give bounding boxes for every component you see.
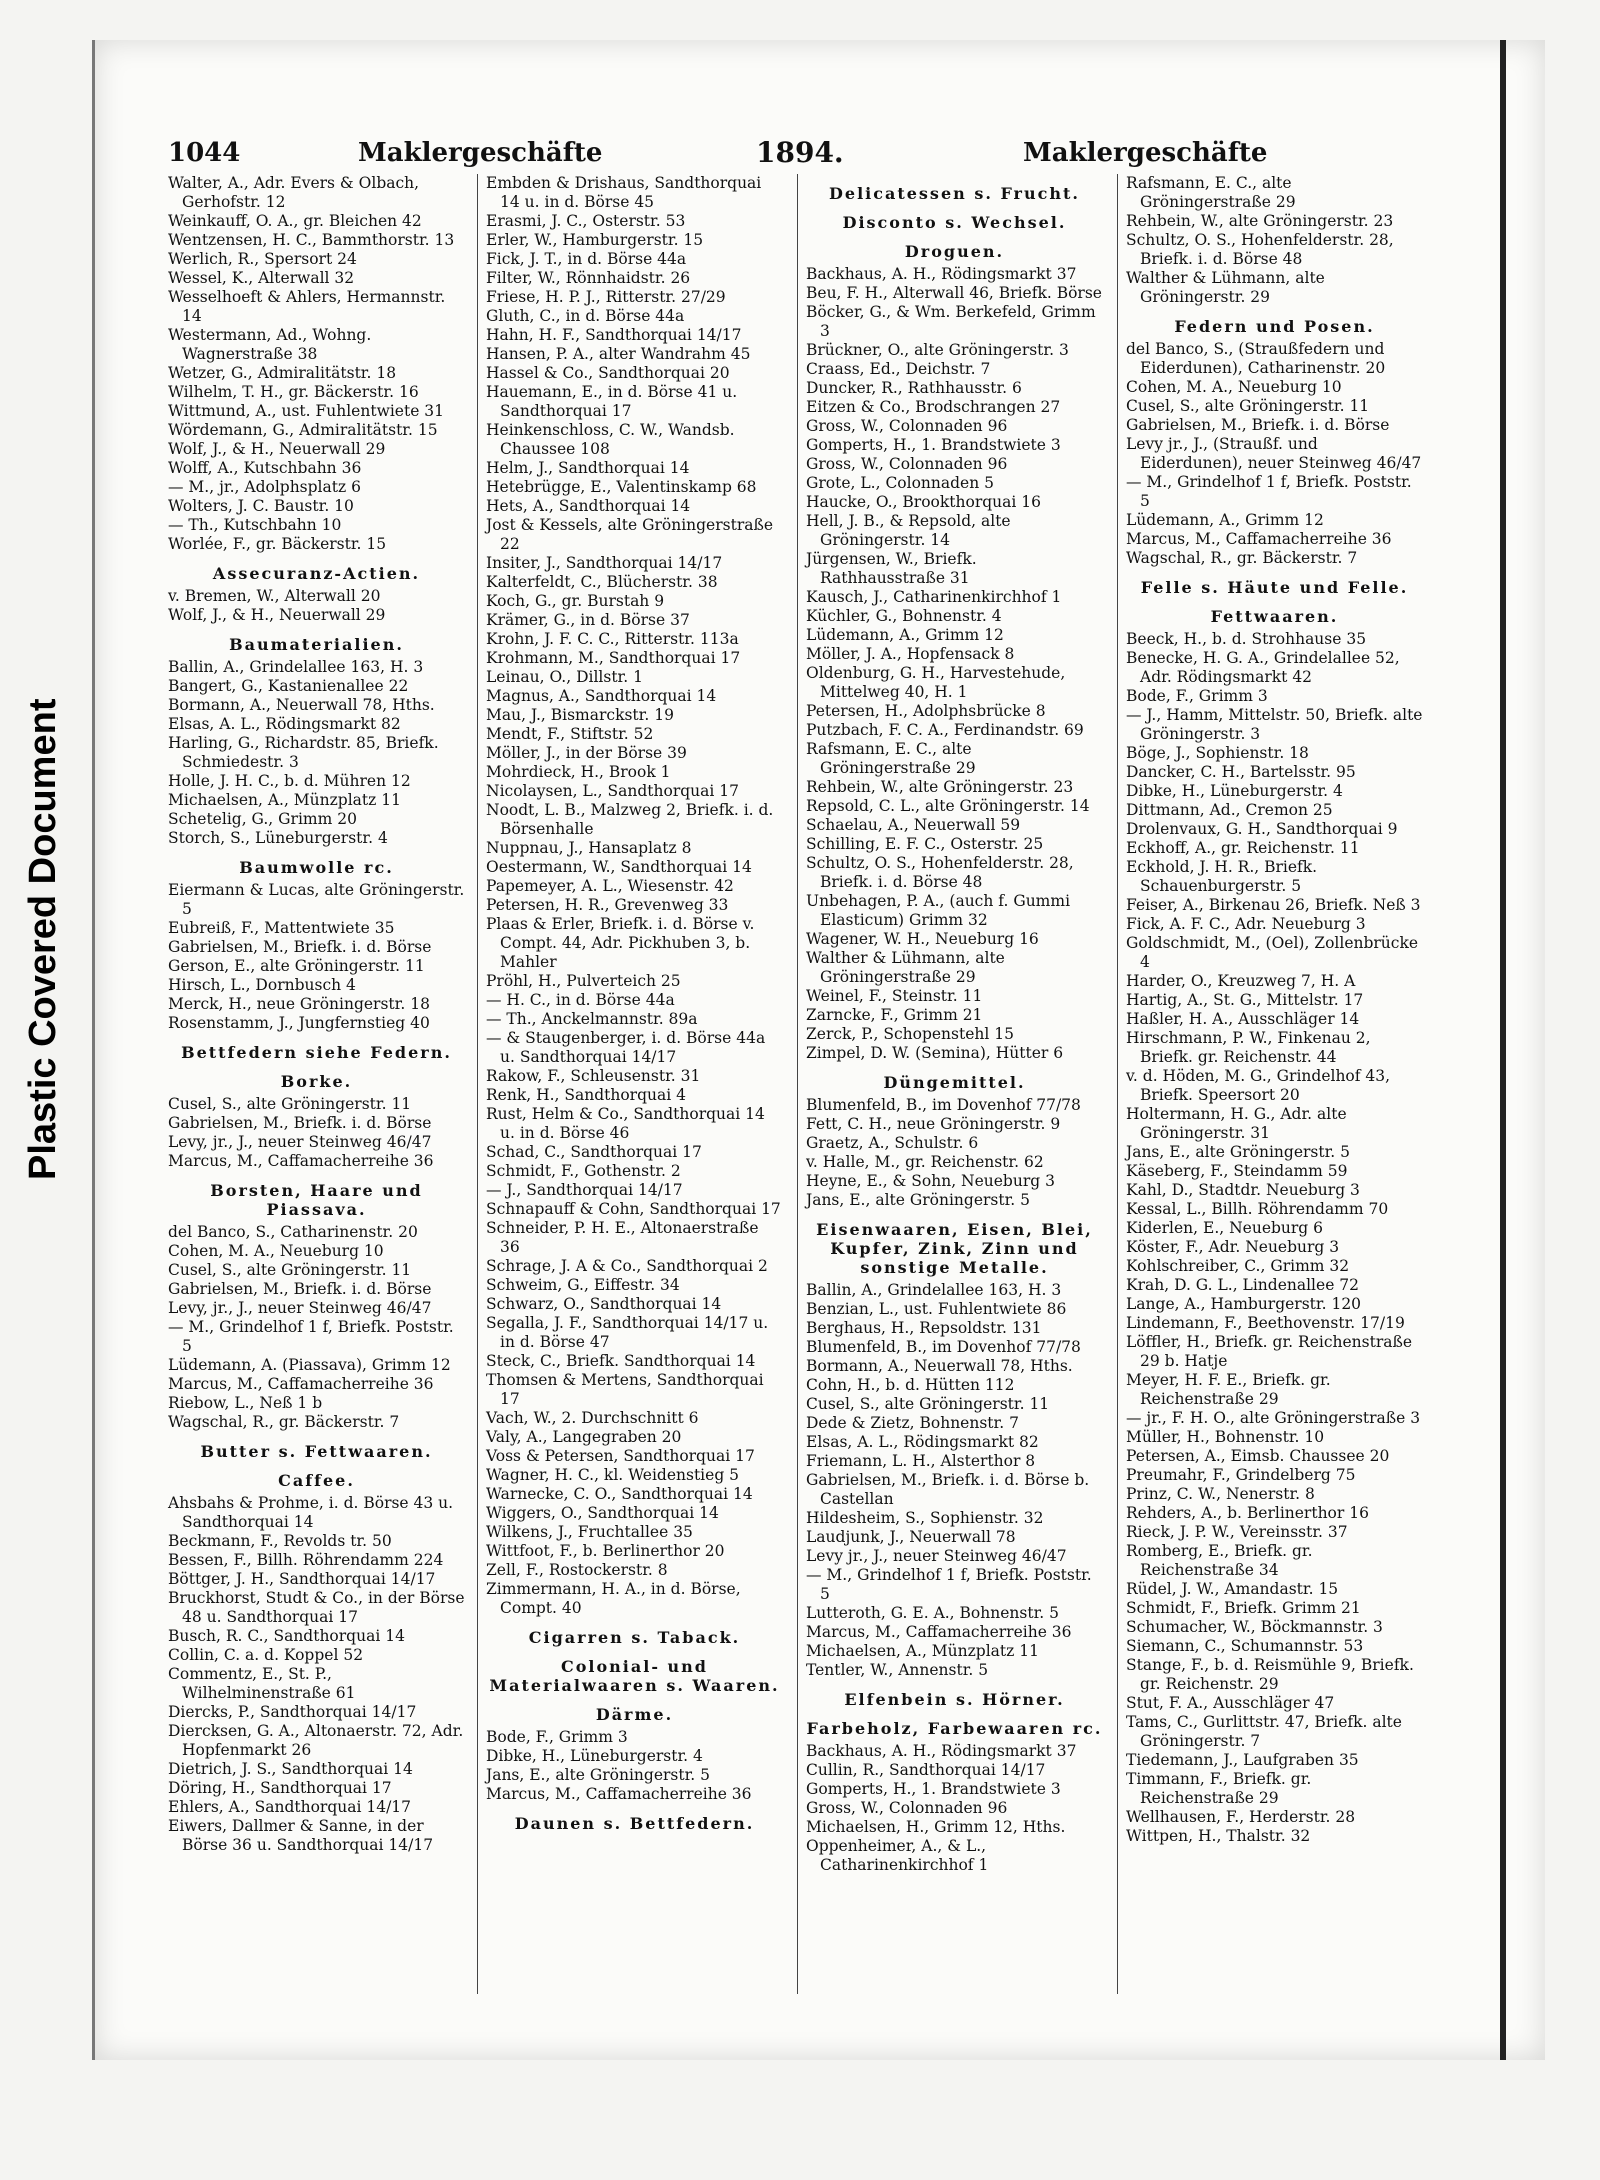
directory-entry: Graetz, A., Schulstr. 6	[806, 1134, 979, 1152]
directory-entry: — M., Grindelhof 1 f, Briefk. Poststr. 5	[168, 1318, 454, 1355]
section-heading: Assecuranz-Actien.	[212, 564, 421, 583]
directory-entry: — & Staugenberger, i. d. Börse 44a u. Sandthorquai 14/17	[486, 1029, 766, 1066]
page-header	[168, 132, 1423, 172]
directory-entry: del Banco, S., Catharinenstr. 20	[168, 1223, 418, 1241]
directory-entry: Wetzer, G., Admiralitätstr. 18	[168, 364, 397, 382]
directory-entry: Cullin, R., Sandthorquai 14/17	[806, 1761, 1046, 1779]
section-heading: Delicatessen s. Frucht.	[829, 184, 1080, 203]
directory-entry: Warnecke, C. O., Sandthorquai 14	[486, 1485, 753, 1503]
section-heading: Federn und Posen.	[1174, 317, 1375, 336]
column-rule	[477, 174, 478, 1994]
directory-entry: Ballin, A., Grindelallee 163, H. 3	[168, 658, 424, 676]
directory-entry: Böcker, G., & Wm. Berkefeld, Grimm 3	[806, 303, 1096, 340]
directory-entry: Hets, A., Sandthorquai 14	[486, 497, 691, 515]
directory-entry: Wellhausen, F., Herderstr. 28	[1126, 1808, 1356, 1826]
directory-entry: Ahsbahs & Prohme, i. d. Börse 43 u. Sandthorquai 14	[168, 1494, 454, 1531]
directory-entry: Rehders, A., b. Berlinerthor 16	[1126, 1504, 1369, 1522]
directory-entry: Schilling, E. F. C., Osterstr. 25	[806, 835, 1044, 853]
directory-entry: Schad, C., Sandthorquai 17	[486, 1143, 702, 1161]
directory-entry: v. Bremen, W., Alterwall 20	[168, 587, 381, 605]
section-heading: Felle s. Häute und Felle.	[1140, 578, 1409, 597]
directory-entry: Löffler, H., Briefk. gr. Reichenstraße 29 b. Hatje	[1126, 1333, 1413, 1370]
directory-entry: Krohn, J. F. C. C., Ritterstr. 113a	[486, 630, 739, 648]
directory-entry: Collin, C. a. d. Koppel 52	[168, 1646, 364, 1664]
directory-entry: Michaelsen, A., Münzplatz 11	[806, 1642, 1039, 1660]
directory-entry: Krohmann, M., Sandthorquai 17	[486, 649, 741, 667]
section-heading: Därme.	[595, 1705, 674, 1724]
directory-entry: Beu, F. H., Alterwall 46, Briefk. Börse	[806, 284, 1102, 302]
directory-entry: Wolf, J., & H., Neuerwall 29	[168, 606, 386, 624]
directory-entry: Putzbach, F. C. A., Ferdinandstr. 69	[806, 721, 1084, 739]
directory-entry: Schaelau, A., Neuerwall 59	[806, 816, 1021, 834]
directory-entry: Magnus, A., Sandthorquai 14	[486, 687, 717, 705]
directory-entry: Ballin, A., Grindelallee 163, H. 3	[806, 1281, 1062, 1299]
directory-entry: Gabrielsen, M., Briefk. i. d. Börse b. Castellan	[806, 1471, 1090, 1508]
directory-entry: Jost & Kessels, alte Gröningerstraße 22	[486, 516, 773, 553]
directory-entry: Tiedemann, J., Laufgraben 35	[1126, 1751, 1359, 1769]
directory-entry: Gerson, E., alte Gröningerstr. 11	[168, 957, 425, 975]
directory-entry: Döring, H., Sandthorquai 17	[168, 1779, 392, 1797]
directory-entry: Böttger, J. H., Sandthorquai 14/17	[168, 1570, 436, 1588]
directory-entry: Mau, J., Bismarckstr. 19	[486, 706, 674, 724]
section-heading: Eisenwaaren, Eisen, Blei, Kupfer, Zink, Zinn und sonstige Metalle.	[816, 1220, 1093, 1277]
page-year: 1894.	[756, 136, 844, 169]
directory-entry: Weinel, F., Steinstr. 11	[806, 987, 983, 1005]
directory-entry: Wördemann, G., Admiralitätstr. 15	[168, 421, 438, 439]
directory-entry: Eubreiß, F., Mattentwiete 35	[168, 919, 395, 937]
directory-entry: Petersen, A., Eimsb. Chaussee 20	[1126, 1447, 1390, 1465]
directory-entry: Levy jr., J., (Straußf. und Eiderdunen), neuer Steinweg 46/47	[1126, 435, 1422, 472]
section-heading: Farbeholz, Farbewaaren rc.	[806, 1719, 1103, 1738]
directory-entry: Nuppnau, J., Hansaplatz 8	[486, 839, 692, 857]
section-heading: Daunen s. Bettfedern.	[514, 1814, 755, 1833]
directory-entry: Voss & Petersen, Sandthorquai 17	[486, 1447, 755, 1465]
directory-entry: Marcus, M., Caffamacherreihe 36	[1126, 530, 1392, 548]
directory-entry: Leinau, O., Dillstr. 1	[486, 668, 643, 686]
section-heading: Caffee.	[278, 1471, 355, 1490]
directory-entry: Goldschmidt, M., (Oel), Zollenbrücke 4	[1126, 934, 1419, 971]
directory-entry: Wolff, A., Kutschbahn 36	[168, 459, 362, 477]
directory-entry: Bormann, A., Neuerwall 78, Hths.	[168, 696, 435, 714]
section-heading: Baumaterialien.	[229, 635, 404, 654]
directory-entry: Hetebrügge, E., Valentinskamp 68	[486, 478, 757, 496]
directory-entry: del Banco, S., (Straußfedern und Eiderdunen), Catharinenstr. 20	[1126, 340, 1386, 377]
directory-entry: Zimmermann, H. A., in d. Börse, Compt. 40	[486, 1580, 741, 1617]
directory-entry: Plaas & Erler, Briefk. i. d. Börse v. Compt. 44, Adr. Pickhuben 3, b. Mahler	[486, 915, 755, 971]
directory-entry: Backhaus, A. H., Rödingsmarkt 37	[806, 1742, 1077, 1760]
directory-entry: Hahn, H. F., Sandthorquai 14/17	[486, 326, 742, 344]
column-1	[168, 174, 465, 1855]
directory-entry: Marcus, M., Caffamacherreihe 36	[168, 1152, 434, 1170]
directory-entry: Friemann, L. H., Alsterthor 8	[806, 1452, 1036, 1470]
directory-entry: Wittmund, A., ust. Fuhlentwiete 31	[168, 402, 445, 420]
directory-entry: Blumenfeld, B., im Dovenhof 77/78	[806, 1096, 1081, 1114]
directory-entry: Krah, D. G. L., Lindenallee 72	[1126, 1276, 1360, 1294]
directory-entry: Koch, G., gr. Burstah 9	[486, 592, 665, 610]
directory-entry: Hirsch, L., Dornbusch 4	[168, 976, 356, 994]
directory-entry: Wilhelm, T. H., gr. Bäckerstr. 16	[168, 383, 419, 401]
directory-entry: Wagener, W. H., Neueburg 16	[806, 930, 1039, 948]
section-heading: Fettwaaren.	[1210, 607, 1339, 626]
directory-entry: Pröhl, H., Pulverteich 25	[486, 972, 681, 990]
directory-entry: Lutteroth, G. E. A., Bohnenstr. 5	[806, 1604, 1059, 1622]
directory-entry: Gross, W., Colonnaden 96	[806, 1799, 1008, 1817]
directory-entry: Hirschmann, P. W., Finkenau 2, Briefk. gr. Reichenstr. 44	[1126, 1029, 1371, 1066]
directory-entry: Marcus, M., Caffamacherreihe 36	[806, 1623, 1072, 1641]
directory-entry: Michaelsen, H., Grimm 12, Hths.	[806, 1818, 1066, 1836]
directory-entry: Gross, W., Colonnaden 96	[806, 455, 1008, 473]
directory-entry: Möller, J. A., Hopfensack 8	[806, 645, 1015, 663]
directory-entry: Riebow, L., Neß 1 b	[168, 1394, 323, 1412]
directory-entry: Rüdel, J. W., Amandastr. 15	[1126, 1580, 1339, 1598]
directory-entry: Beckmann, F., Revolds tr. 50	[168, 1532, 392, 1550]
directory-entry: Haucke, O., Brookthorquai 16	[806, 493, 1041, 511]
section-heading: Colonial- und Materialwaaren s. Waaren.	[489, 1657, 780, 1695]
directory-entry: Rehbein, W., alte Gröningerstr. 23	[806, 778, 1074, 796]
directory-entry: Steck, C., Briefk. Sandthorquai 14	[486, 1352, 756, 1370]
directory-entry: Benzian, L., ust. Fuhlentwiete 86	[806, 1300, 1067, 1318]
directory-entry: Lindemann, F., Beethovenstr. 17/19	[1126, 1314, 1405, 1332]
directory-entry: Zimpel, D. W. (Semina), Hütter 6	[806, 1044, 1064, 1062]
directory-entry: Schneider, P. H. E., Altonaerstraße 36	[486, 1219, 759, 1256]
directory-entry: Berghaus, H., Repsoldstr. 131	[806, 1319, 1042, 1337]
directory-entry: Blumenfeld, B., im Dovenhof 77/78	[806, 1338, 1081, 1356]
directory-entry: Wolf, J., & H., Neuerwall 29	[168, 440, 386, 458]
directory-entry: Mohrdieck, H., Brook 1	[486, 763, 671, 781]
directory-entry: Friese, H. P. J., Ritterstr. 27/29	[486, 288, 726, 306]
directory-entry: — M., jr., Adolphsplatz 6	[168, 478, 361, 496]
directory-entry: Merck, H., neue Gröningerstr. 18	[168, 995, 430, 1013]
directory-entry: Beeck, H., b. d. Strohhause 35	[1126, 630, 1367, 648]
directory-entry: Jans, E., alte Gröningerstr. 5	[806, 1191, 1031, 1209]
section-heading: Bettfedern siehe Federn.	[181, 1043, 452, 1062]
directory-entry: Krämer, G., in d. Börse 37	[486, 611, 690, 629]
directory-entry: Lüdemann, A. (Piassava), Grimm 12	[168, 1356, 451, 1374]
directory-entry: Böge, J., Sophienstr. 18	[1126, 744, 1309, 762]
directory-entry: Timmann, F., Briefk. gr. Reichenstraße 29	[1126, 1770, 1312, 1807]
directory-entry: Wagner, H. C., kl. Weidenstieg 5	[486, 1466, 740, 1484]
directory-entry: Holtermann, H. G., Adr. alte Gröningerstr. 31	[1126, 1105, 1347, 1142]
directory-entry: Wilkens, J., Fruchtallee 35	[486, 1523, 693, 1541]
directory-entry: Siemann, C., Schumannstr. 53	[1126, 1637, 1364, 1655]
directory-entry: Bormann, A., Neuerwall 78, Hths.	[806, 1357, 1073, 1375]
directory-entry: Eiwers, Dallmer & Sanne, in der Börse 36 u. Sandthorquai 14/17	[168, 1817, 434, 1854]
directory-entry: Erler, W., Hamburgerstr. 15	[486, 231, 704, 249]
directory-entry: Meyer, H. F. E., Briefk. gr. Reichenstraße 29	[1126, 1371, 1331, 1408]
directory-entry: Craass, Ed., Deichstr. 7	[806, 360, 991, 378]
directory-entry: Oldenburg, G. H., Harvestehude, Mittelweg 40, H. 1	[806, 664, 1066, 701]
directory-entry: Heinkenschloss, C. W., Wandsb. Chaussee 108	[486, 421, 735, 458]
directory-entry: Werlich, R., Spersort 24	[168, 250, 357, 268]
directory-entry: Rakow, F., Schleusenstr. 31	[486, 1067, 701, 1085]
directory-entry: Cohn, H., b. d. Hütten 112	[806, 1376, 1015, 1394]
directory-entry: Eitzen & Co., Brodschrangen 27	[806, 398, 1061, 416]
directory-entry: Benecke, H. G. A., Grindelallee 52, Adr. Rödingsmarkt 42	[1126, 649, 1400, 686]
directory-entry: Bode, F., Grimm 3	[1126, 687, 1268, 705]
directory-entry: Michaelsen, A., Münzplatz 11	[168, 791, 401, 809]
directory-entry: Elsas, A. L., Rödingsmarkt 82	[168, 715, 401, 733]
directory-entry: Walther & Lühmann, alte Gröningerstraße 29	[806, 949, 1005, 986]
directory-entry: Eckhoff, A., gr. Reichenstr. 11	[1126, 839, 1360, 857]
directory-entry: Schwarz, O., Sandthorquai 14	[486, 1295, 722, 1313]
directory-entry: Unbehagen, P. A., (auch f. Gummi Elasticum) Grimm 32	[806, 892, 1071, 929]
directory-entry: Jans, E., alte Gröningerstr. 5	[1126, 1143, 1351, 1161]
running-title-right: Maklergeschäfte	[1023, 138, 1268, 168]
directory-entry: Schmidt, F., Gothenstr. 2	[486, 1162, 681, 1180]
directory-entry: Rieck, J. P. W., Vereinsstr. 37	[1126, 1523, 1348, 1541]
directory-entry: Mendt, F., Stiftstr. 52	[486, 725, 654, 743]
directory-entry: Thomsen & Mertens, Sandthorquai 17	[486, 1371, 764, 1408]
directory-entry: Schumacher, W., Böckmannstr. 3	[1126, 1618, 1383, 1636]
directory-entry: Erasmi, J. C., Osterstr. 53	[486, 212, 686, 230]
directory-entry: Preumahr, F., Grindelberg 75	[1126, 1466, 1356, 1484]
section-heading: Borsten, Haare und Piassava.	[210, 1181, 423, 1219]
directory-entry: Segalla, J. F., Sandthorquai 14/17 u. in d. Börse 47	[486, 1314, 769, 1351]
directory-entry: Schnapauff & Cohn, Sandthorquai 17	[486, 1200, 781, 1218]
directory-entry: Jans, E., alte Gröningerstr. 5	[486, 1766, 711, 1784]
directory-entry: Eckhold, J. H. R., Briefk. Schauenburgerstr. 5	[1126, 858, 1318, 895]
directory-entry: Storch, S., Lüneburgerstr. 4	[168, 829, 388, 847]
directory-entry: Wagschal, R., gr. Bäckerstr. 7	[168, 1413, 400, 1431]
directory-entry: Fick, A. F. C., Adr. Neueburg 3	[1126, 915, 1366, 933]
directory-entry: Wiggers, O., Sandthorquai 14	[486, 1504, 719, 1522]
directory-entry: Rehbein, W., alte Gröningerstr. 23	[1126, 212, 1394, 230]
section-heading: Cigarren s. Taback.	[528, 1628, 741, 1647]
directory-entry: Wessel, K., Alterwall 32	[168, 269, 355, 287]
directory-entry: Backhaus, A. H., Rödingsmarkt 37	[806, 265, 1077, 283]
directory-entry: Laudjunk, J., Neuerwall 78	[806, 1528, 1016, 1546]
directory-entry: Walther & Lühmann, alte Gröningerstr. 29	[1126, 269, 1325, 306]
directory-entry: Noodt, L. B., Malzweg 2, Briefk. i. d. Börsenhalle	[486, 801, 774, 838]
directory-entry: Zell, F., Rostockerstr. 8	[486, 1561, 668, 1579]
directory-entry: Kausch, J., Catharinenkirchhof 1	[806, 588, 1062, 606]
directory-entry: Prinz, C. W., Nenerstr. 8	[1126, 1485, 1315, 1503]
directory-entry: v. Halle, M., gr. Reichenstr. 62	[806, 1153, 1044, 1171]
directory-entry: Jürgensen, W., Briefk. Rathhausstraße 31	[806, 550, 977, 587]
directory-entry: Kalterfeldt, C., Blücherstr. 38	[486, 573, 718, 591]
directory-entry: Worlée, F., gr. Bäckerstr. 15	[168, 535, 387, 553]
directory-entry: Bangert, G., Kastanienallee 22	[168, 677, 409, 695]
directory-entry: Kiderlen, E., Neueburg 6	[1126, 1219, 1324, 1237]
directory-entry: Cohen, M. A., Neueburg 10	[1126, 378, 1342, 396]
directory-entry: Schultz, O. S., Hohenfelderstr. 28, Briefk. i. d. Börse 48	[806, 854, 1074, 891]
directory-entry: Dede & Zietz, Bohnenstr. 7	[806, 1414, 1019, 1432]
directory-entry: — M., Grindelhof 1 f, Briefk. Poststr. 5	[806, 1566, 1092, 1603]
directory-entry: — jr., F. H. O., alte Gröningerstraße 3	[1126, 1409, 1421, 1427]
column-4	[1126, 174, 1423, 1846]
directory-entry: Tams, C., Gurlittstr. 47, Briefk. alte Gröningerstr. 7	[1126, 1713, 1402, 1750]
directory-entry: Marcus, M., Caffamacherreihe 36	[486, 1785, 752, 1803]
directory-entry: Valy, A., Langegraben 20	[486, 1428, 682, 1446]
directory-entry: Bruckhorst, Studt & Co., in der Börse 48 u. Sandthorquai 17	[168, 1589, 465, 1626]
directory-entry: Hauemann, E., in d. Börse 41 u. Sandthorquai 17	[486, 383, 738, 420]
directory-entry: Dietrich, J. S., Sandthorquai 14	[168, 1760, 413, 1778]
directory-entry: Schmidt, F., Briefk. Grimm 21	[1126, 1599, 1361, 1617]
directory-entry: Möller, J., in der Börse 39	[486, 744, 687, 762]
side-label	[22, 698, 92, 2180]
section-heading: Disconto s. Wechsel.	[842, 213, 1067, 232]
directory-entry: Wentzensen, H. C., Bammthorstr. 13	[168, 231, 455, 249]
directory-entry: Lange, A., Hamburgerstr. 120	[1126, 1295, 1362, 1313]
directory-entry: Wesselhoeft & Ahlers, Hermannstr. 14	[168, 288, 446, 325]
directory-entry: Lüdemann, A., Grimm 12	[1126, 511, 1324, 529]
section-heading: Elfenbein s. Hörner.	[844, 1690, 1065, 1709]
directory-entry: Gabrielsen, M., Briefk. i. d. Börse	[168, 938, 432, 956]
directory-entry: Gomperts, H., 1. Brandstwiete 3	[806, 1780, 1061, 1798]
section-heading: Butter s. Fettwaaren.	[200, 1442, 433, 1461]
section-heading: Düngemittel.	[883, 1073, 1026, 1092]
directory-page	[168, 132, 1423, 2012]
directory-entry: Dittmann, Ad., Cremon 25	[1126, 801, 1333, 819]
directory-entry: Cusel, S., alte Gröningerstr. 11	[1126, 397, 1370, 415]
directory-entry: Lüdemann, A., Grimm 12	[806, 626, 1004, 644]
directory-entry: Romberg, E., Briefk. gr. Reichenstraße 34	[1126, 1542, 1313, 1579]
directory-entry: Dancker, C. H., Bartelsstr. 95	[1126, 763, 1356, 781]
directory-entry: Schrage, J. A & Co., Sandthorquai 2	[486, 1257, 768, 1275]
directory-entry: Papemeyer, A. L., Wiesenstr. 42	[486, 877, 734, 895]
directory-entry: Heyne, E., & Sohn, Neueburg 3	[806, 1172, 1055, 1190]
directory-entry: Brückner, O., alte Gröningerstr. 3	[806, 341, 1069, 359]
page-number: 1044	[168, 138, 241, 168]
directory-entry: Schweim, G., Eiffestr. 34	[486, 1276, 680, 1294]
directory-entry: Gross, W., Colonnaden 96	[806, 417, 1008, 435]
directory-entry: Oppenheimer, A., & L., Catharinenkirchhof 1	[806, 1837, 989, 1874]
directory-entry: Fett, C. H., neue Gröningerstr. 9	[806, 1115, 1061, 1133]
directory-entry: Stange, F., b. d. Reismühle 9, Briefk. gr. Reichenstr. 29	[1126, 1656, 1414, 1693]
directory-entry: Marcus, M., Caffamacherreihe 36	[168, 1375, 434, 1393]
directory-entry: — H. C., in d. Börse 44a	[486, 991, 675, 1009]
directory-entry: Wolters, J. C. Baustr. 10	[168, 497, 354, 515]
directory-entry: Hildesheim, S., Sophienstr. 32	[806, 1509, 1044, 1527]
directory-entry: Wittfoot, F., b. Berlinerthor 20	[486, 1542, 725, 1560]
directory-entry: Hell, J. B., & Repsold, alte Gröningerstr. 14	[806, 512, 1011, 549]
column-3	[806, 174, 1103, 1875]
directory-entry: Petersen, H. R., Grevenweg 33	[486, 896, 729, 914]
directory-entry: Gabrielsen, M., Briefk. i. d. Börse	[1126, 416, 1390, 434]
directory-entry: Bode, F., Grimm 3	[486, 1728, 628, 1746]
directory-entry: — Th., Anckelmannstr. 89a	[486, 1010, 698, 1028]
directory-entry: Rafsmann, E. C., alte Gröningerstraße 29	[806, 740, 976, 777]
directory-entry: Kahl, D., Stadtdr. Neueburg 3	[1126, 1181, 1360, 1199]
directory-entry: Cusel, S., alte Gröningerstr. 11	[168, 1261, 412, 1279]
directory-entry: Schetelig, G., Grimm 20	[168, 810, 357, 828]
directory-entry: Nicolaysen, L., Sandthorquai 17	[486, 782, 739, 800]
directory-entry: Stut, F. A., Ausschläger 47	[1126, 1694, 1335, 1712]
column-rule	[797, 174, 798, 1994]
directory-entry: Vach, W., 2. Durchschnitt 6	[486, 1409, 699, 1427]
directory-entry: Eiermann & Lucas, alte Gröningerstr. 5	[168, 881, 465, 918]
directory-entry: Hartig, A., St. G., Mittelstr. 17	[1126, 991, 1364, 1009]
directory-entry: Bessen, F., Billh. Röhrendamm 224	[168, 1551, 444, 1569]
directory-entry: Haßler, H. A., Ausschläger 14	[1126, 1010, 1360, 1028]
directory-entry: Westermann, Ad., Wohng. Wagnerstraße 38	[168, 326, 372, 363]
section-heading: Borke.	[280, 1072, 353, 1091]
directory-entry: Oestermann, W., Sandthorquai 14	[486, 858, 752, 876]
directory-entry: Cusel, S., alte Gröningerstr. 11	[168, 1095, 412, 1113]
directory-entry: Diercksen, G. A., Altonaerstr. 72, Adr. Hopfenmarkt 26	[168, 1722, 464, 1759]
directory-entry: Grote, L., Colonnaden 5	[806, 474, 995, 492]
directory-entry: Gabrielsen, M., Briefk. i. d. Börse	[168, 1114, 432, 1132]
directory-entry: — J., Sandthorquai 14/17	[486, 1181, 683, 1199]
directory-entry: Petersen, H., Adolphsbrücke 8	[806, 702, 1046, 720]
directory-entry: Küchler, G., Bohnenstr. 4	[806, 607, 1002, 625]
directory-entry: Hansen, P. A., alter Wandrahm 45	[486, 345, 751, 363]
column-rule	[1117, 174, 1118, 1994]
directory-entry: — M., Grindelhof 1 f, Briefk. Poststr. 5	[1126, 473, 1412, 510]
directory-entry: Hassel & Co., Sandthorquai 20	[486, 364, 730, 382]
directory-entry: Käseberg, F., Steindamm 59	[1126, 1162, 1348, 1180]
directory-entry: Ehlers, A., Sandthorquai 14/17	[168, 1798, 412, 1816]
directory-entry: Zerck, P., Schopenstehl 15	[806, 1025, 1014, 1043]
directory-entry: Holle, J. H. C., b. d. Mühren 12	[168, 772, 411, 790]
directory-entry: — J., Hamm, Mittelstr. 50, Briefk. alte Gröningerstr. 3	[1126, 706, 1423, 743]
directory-entry: Kessal, L., Billh. Röhrendamm 70	[1126, 1200, 1389, 1218]
directory-entry: Diercks, P., Sandthorquai 14/17	[168, 1703, 417, 1721]
directory-entry: Levy jr., J., neuer Steinweg 46/47	[806, 1547, 1067, 1565]
running-title-left: Maklergeschäfte	[358, 138, 603, 168]
section-heading: Droguen.	[904, 242, 1005, 261]
directory-entry: Köster, F., Adr. Neueburg 3	[1126, 1238, 1340, 1256]
directory-entry: Rust, Helm & Co., Sandthorquai 14 u. in d. Börse 46	[486, 1105, 765, 1142]
directory-entry: — Th., Kutschbahn 10	[168, 516, 342, 534]
directory-entry: Gluth, C., in d. Börse 44a	[486, 307, 685, 325]
directory-entry: v. d. Höden, M. G., Grindelhof 43, Briefk. Speersort 20	[1126, 1067, 1391, 1104]
directory-entry: Dibke, H., Lüneburgerstr. 4	[486, 1747, 703, 1765]
directory-entry: Drolenvaux, G. H., Sandthorquai 9	[1126, 820, 1398, 838]
directory-entry: Harling, G., Richardstr. 85, Briefk. Schmiedestr. 3	[168, 734, 439, 771]
directory-entry: Levy, jr., J., neuer Steinweg 46/47	[168, 1299, 432, 1317]
directory-entry: Helm, J., Sandthorquai 14	[486, 459, 690, 477]
directory-entry: Cusel, S., alte Gröningerstr. 11	[806, 1395, 1050, 1413]
directory-entry: Filter, W., Rönnhaidstr. 26	[486, 269, 691, 287]
directory-entry: Renk, H., Sandthorquai 4	[486, 1086, 686, 1104]
column-2	[486, 174, 783, 1837]
directory-entry: Fick, J. T., in d. Börse 44a	[486, 250, 687, 268]
directory-entry: Insiter, J., Sandthorquai 14/17	[486, 554, 723, 572]
directory-entry: Commentz, E., St. P., Wilhelminenstraße 61	[168, 1665, 356, 1702]
directory-entry: Duncker, R., Rathhausstr. 6	[806, 379, 1022, 397]
directory-entry: Levy, jr., J., neuer Steinweg 46/47	[168, 1133, 432, 1151]
directory-entry: Walter, A., Adr. Evers & Olbach, Gerhofstr. 12	[168, 174, 420, 211]
directory-entry: Harder, O., Kreuzweg 7, H. A	[1126, 972, 1356, 990]
directory-entry: Rafsmann, E. C., alte Gröningerstraße 29	[1126, 174, 1296, 211]
directory-entry: Kohlschreiber, C., Grimm 32	[1126, 1257, 1350, 1275]
directory-entry: Wagschal, R., gr. Bäckerstr. 7	[1126, 549, 1358, 567]
directory-entry: Elsas, A. L., Rödingsmarkt 82	[806, 1433, 1039, 1451]
directory-entry: Gabrielsen, M., Briefk. i. d. Börse	[168, 1280, 432, 1298]
directory-entry: Tentler, W., Annenstr. 5	[806, 1661, 989, 1679]
directory-entry: Weinkauff, O. A., gr. Bleichen 42	[168, 212, 422, 230]
directory-entry: Feiser, A., Birkenau 26, Briefk. Neß 3	[1126, 896, 1421, 914]
section-heading: Baumwolle rc.	[239, 858, 394, 877]
directory-entry: Müller, H., Bohnenstr. 10	[1126, 1428, 1325, 1446]
directory-entry: Wittpen, H., Thalstr. 32	[1126, 1827, 1311, 1845]
directory-entry: Zarncke, F., Grimm 21	[806, 1006, 983, 1024]
directory-entry: Embden & Drishaus, Sandthorquai 14 u. in d. Börse 45	[486, 174, 762, 211]
directory-entry: Schultz, O. S., Hohenfelderstr. 28, Briefk. i. d. Börse 48	[1126, 231, 1394, 268]
page-edge	[1500, 40, 1506, 2060]
side-label-text: Plastic Covered Document	[22, 698, 64, 1180]
directory-entry: Gomperts, H., 1. Brandstwiete 3	[806, 436, 1061, 454]
directory-entry: Rosenstamm, J., Jungfernstieg 40	[168, 1014, 430, 1032]
directory-entry: Cohen, M. A., Neueburg 10	[168, 1242, 384, 1260]
directory-entry: Repsold, C. L., alte Gröningerstr. 14	[806, 797, 1090, 815]
directory-entry: Busch, R. C., Sandthorquai 14	[168, 1627, 405, 1645]
directory-entry: Dibke, H., Lüneburgerstr. 4	[1126, 782, 1343, 800]
